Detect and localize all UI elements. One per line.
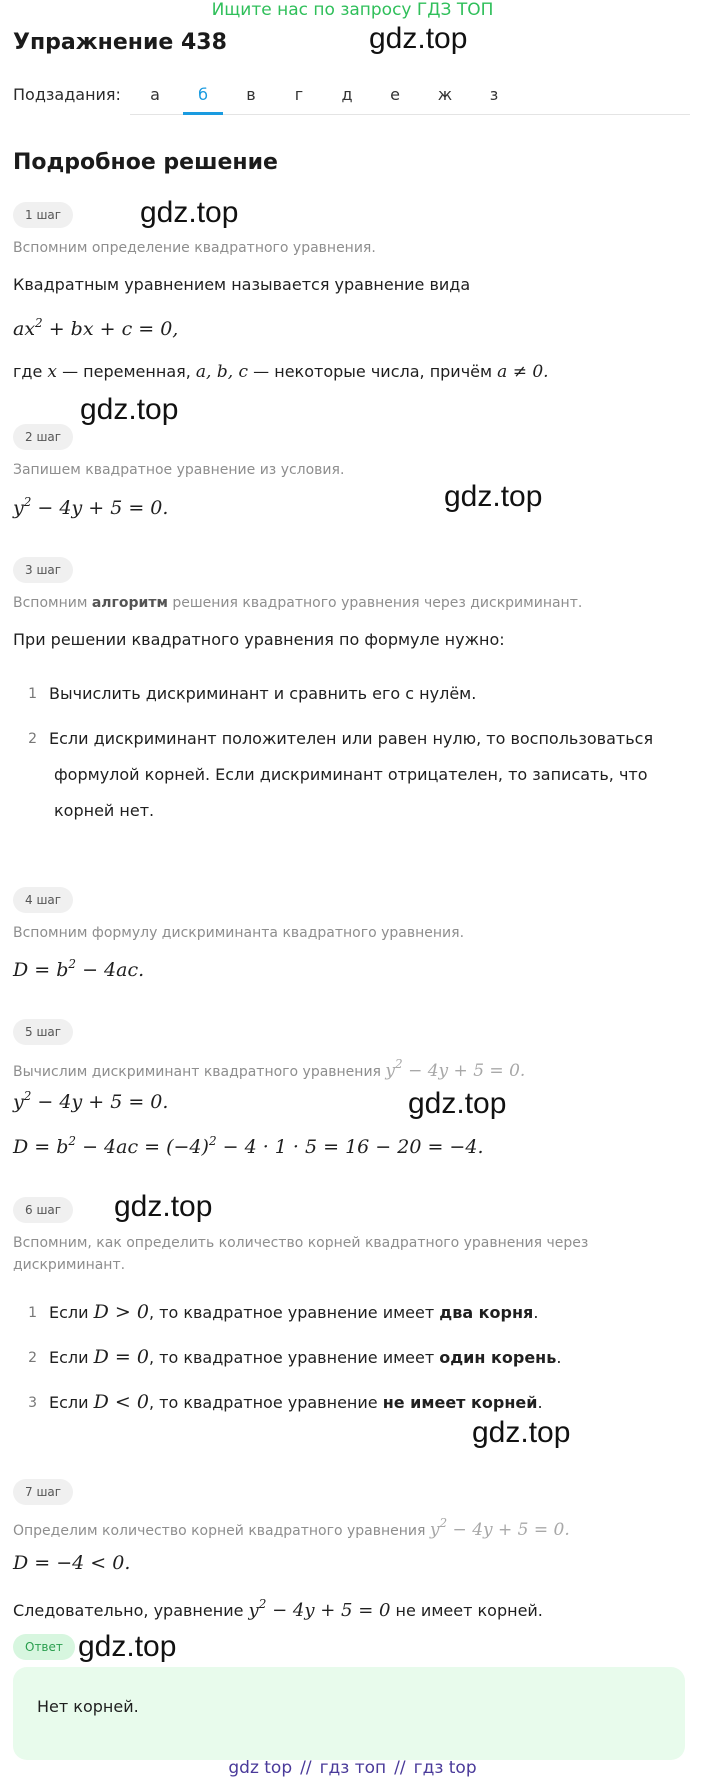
- step-6-hint-line-2: дискриминант.: [13, 1257, 126, 1273]
- step-4-formula: $D = b^2 - 4ac$.: [13, 957, 145, 981]
- step-7-conclusion: Следовательно, уравнение $y^2 - 4y + 5 = 0$ не имеет корней.: [13, 1597, 543, 1621]
- step-3-badge: 3 шаг: [13, 557, 73, 583]
- watermark: gdz.top: [78, 1630, 177, 1663]
- list-number: 3: [28, 1395, 37, 1411]
- step-3-text: При решении квадратного уравнения по формуле нужно:: [13, 630, 505, 649]
- footer-separator: //: [300, 1758, 312, 1778]
- subtask-tab-g[interactable]: г: [294, 85, 304, 104]
- footer-link[interactable]: гдз топ: [319, 1758, 387, 1778]
- subtask-tab-e[interactable]: е: [390, 85, 400, 104]
- footer-link[interactable]: gdz top: [228, 1758, 293, 1778]
- step-6-hint-line-1: Вспомним, как определить количество корней квадратного уравнения через: [13, 1235, 589, 1251]
- step-1-hint: Вспомним определение квадратного уравнения.: [13, 240, 376, 256]
- subtasks-label: Подзадания:: [13, 85, 121, 104]
- step-5-formula-1: $y^2 - 4y + 5 = 0$.: [13, 1089, 169, 1113]
- step-7-badge: 7 шаг: [13, 1479, 73, 1505]
- subtask-tab-z[interactable]: з: [489, 85, 499, 104]
- footer-link[interactable]: гдз top: [413, 1758, 477, 1778]
- footer-links: [0, 1758, 705, 1778]
- step-1-text: Квадратным уравнением называется уравнение вида: [13, 275, 471, 294]
- step-7-hint: Определим количество корней квадратного уравнения $y^2 - 4y + 5 = 0$.: [13, 1516, 570, 1540]
- step-3-hint: Вспомним алгоритм решения квадратного уравнения через дискриминант.: [13, 595, 583, 611]
- section-title: Подробное решение: [13, 150, 278, 175]
- step-5-badge: 5 шаг: [13, 1019, 73, 1045]
- step-4-badge: 4 шаг: [13, 887, 73, 913]
- step-6-badge: 6 шаг: [13, 1197, 73, 1223]
- step-7-formula: D = −4 < 0.: [13, 1552, 131, 1574]
- step-6-item-1: Если D > 0, то квадратное уравнение имеет два корня.: [49, 1301, 539, 1323]
- step-4-hint: Вспомним формулу дискриминанта квадратного уравнения.: [13, 925, 465, 941]
- answer-text: Нет корней.: [37, 1697, 139, 1716]
- step-3-item-2-line-1: Если дискриминант положителен или равен нулю, то воспользоваться: [49, 729, 654, 748]
- answer-badge: Ответ: [13, 1634, 75, 1660]
- step-2-formula: $y^2 - 4y + 5 = 0$.: [13, 495, 169, 519]
- step-1-badge: 1 шаг: [13, 202, 73, 228]
- watermark: gdz.top: [472, 1416, 571, 1449]
- active-tab-indicator: [183, 112, 223, 115]
- step-1-definition: где x — переменная, a, b, c — некоторые числа, причём a ≠ 0.: [13, 362, 549, 382]
- step-1-formula: $ax^2$ + bx + c = 0,: [13, 316, 179, 340]
- page-title: Упражнение 438: [13, 30, 227, 55]
- list-number: 1: [28, 1305, 37, 1321]
- watermark: gdz.top: [408, 1087, 507, 1120]
- subtask-tab-a[interactable]: а: [150, 85, 160, 104]
- step-6-item-2: Если D = 0, то квадратное уравнение имеет один корень.: [49, 1346, 562, 1368]
- subtask-tab-zh[interactable]: ж: [437, 85, 453, 104]
- list-number: 2: [28, 1350, 37, 1366]
- list-number: 2: [28, 731, 37, 747]
- subtask-tab-d[interactable]: д: [341, 85, 353, 104]
- step-5-formula-2: $D = b^2 - 4ac = (-4)^2 - 4 \cdot 1 \cdot 5 = 16 - 20 = -4$.: [13, 1134, 484, 1158]
- watermark: gdz.top: [444, 480, 543, 513]
- step-3-item-2-line-2: формулой корней. Если дискриминант отрицателен, то записать, что: [54, 765, 648, 784]
- step-3-item-1: Вычислить дискриминант и сравнить его с нулём.: [49, 684, 477, 703]
- step-2-hint: Запишем квадратное уравнение из условия.: [13, 462, 345, 478]
- top-banner: Ищите нас по запросу ГДЗ ТОП: [211, 0, 494, 20]
- watermark: gdz.top: [80, 393, 179, 426]
- step-2-badge: 2 шаг: [13, 424, 73, 450]
- subtask-tab-b[interactable]: б: [198, 85, 208, 104]
- footer-separator: //: [394, 1758, 406, 1778]
- step-3-item-2-line-3: корней нет.: [54, 801, 155, 820]
- list-number: 1: [28, 686, 37, 702]
- step-5-hint: Вычислим дискриминант квадратного уравнения $y^2 - 4y + 5 = 0$.: [13, 1057, 526, 1081]
- step-6-item-3: Если D < 0, то квадратное уравнение не имеет корней.: [49, 1391, 543, 1413]
- watermark: gdz.top: [369, 22, 468, 55]
- watermark: gdz.top: [140, 196, 239, 229]
- subtask-tab-v[interactable]: в: [246, 85, 256, 104]
- watermark: gdz.top: [114, 1190, 213, 1223]
